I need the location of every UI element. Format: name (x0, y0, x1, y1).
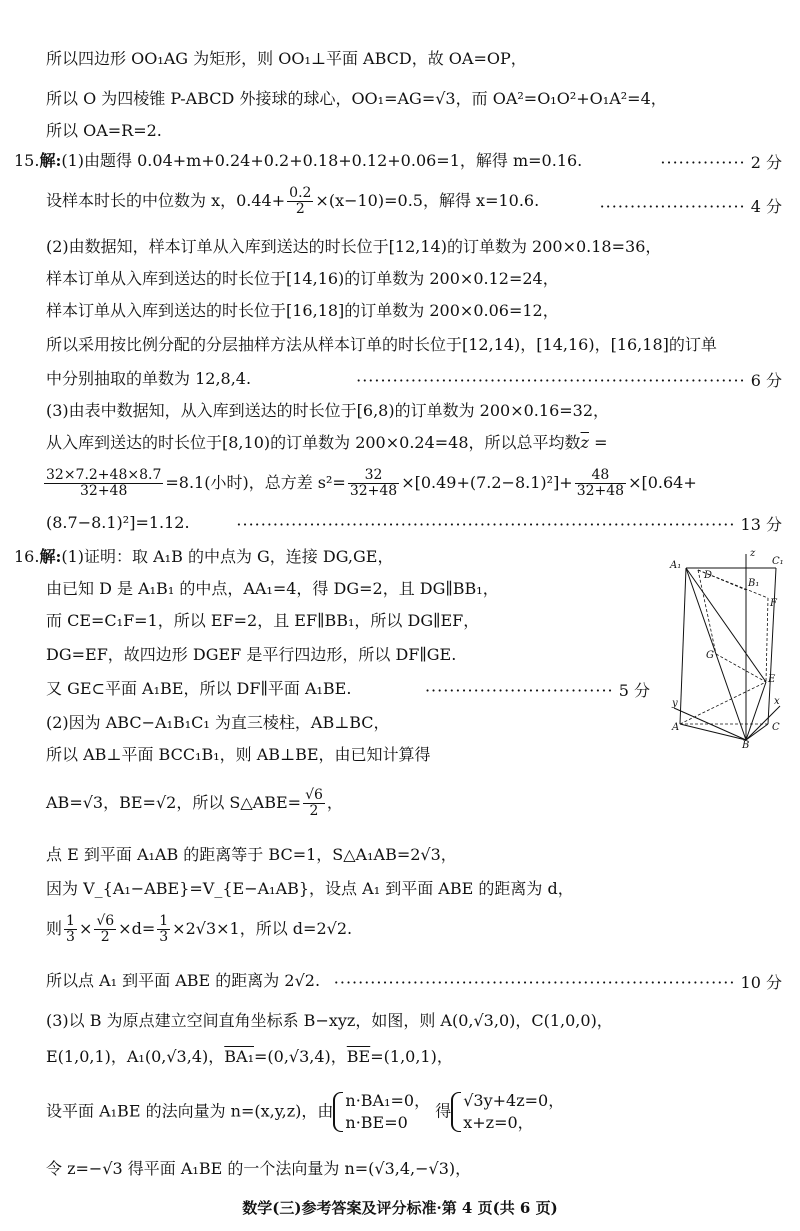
fraction: $\frac{48}{32+48}$ (576, 467, 625, 499)
q15-number: 15. (14, 151, 40, 170)
q15-score-4: ·················································································· 13 分 (236, 515, 782, 534)
fraction: $\frac{√6}{2}$ (96, 913, 115, 945)
q16-line-12: 所以点 A₁ 到平面 ABE 的距离为 2√2. (46, 971, 321, 990)
q16-line-13: (3)以 B 为原点建立空间直角坐标系 B−xyz，如图，则 A(0,√3,0)，C(1,0,0)， (46, 1011, 613, 1030)
q16-line-9: 点 E 到平面 A₁AB 的距离等于 BC=1，S△A₁AB=2√3， (46, 845, 457, 864)
q15-text-9: 从入库到送达的时长位于[8,10)的订单数为 200×0.24=48，所以总平均数 (46, 433, 581, 452)
prism-figure (668, 548, 786, 748)
score-value: 10 分 (740, 973, 782, 992)
label-b1: B₁ (748, 578, 760, 589)
q16-line-8 (46, 788, 782, 819)
equation-system-1 (333, 1090, 430, 1134)
label-a: A (672, 722, 680, 733)
q15-tag: 解: (39, 151, 62, 170)
q15-line-3: (2)由数据知，样本订单从入库到送达的时长位于[12,14)的订单数为 200×0.18=36， (46, 237, 662, 256)
label-c: C (772, 722, 780, 733)
q15-line-10 (42, 468, 782, 499)
q16-line-2: 由已知 D 是 A₁B₁ 的中点，AA₁=4，得 DG=2，且 DG∥BB₁， (46, 579, 499, 598)
mean-symbol: $\overline{z}$ (580, 433, 589, 452)
score-value: 13 分 (740, 515, 782, 534)
fraction: $\frac{√6}{2}$ (305, 787, 323, 819)
proof-line-2: 所以 O 为四棱锥 P-ABCD 外接球的球心，OO₁=AG=√3，而 OA²=O₁O²+O₁A²=4， (46, 89, 667, 108)
label-f: F (770, 598, 777, 609)
label-c1: C₁ (772, 556, 784, 567)
equals-sign: = (588, 433, 608, 452)
system-1-row-1: n·BA₁=0， (345, 1091, 431, 1110)
label-y: y (672, 698, 678, 709)
vector-be: $\overline{BE}$ (346, 1047, 371, 1066)
q16-line-1 (14, 546, 782, 568)
q15-line-11: (8.7−8.1)²]=1.12. (46, 513, 190, 532)
fraction: $\frac{32\times 7.2+48\times 8.7}{32+48}$ (46, 467, 162, 499)
q16-text-11a: 则 (46, 919, 63, 938)
q15-text-2b: ×(x−10)=0.5，解得 x=10.6. (315, 191, 540, 210)
q16-line-10: 因为 V_{A₁−ABE}=V_{E−A₁AB}，设点 A₁ 到平面 ABE 的距离为 d， (46, 879, 574, 898)
q16-score-2: ·································································· 10 分 (333, 973, 782, 992)
q16-line-3: 而 CE=C₁F=1，所以 EF=2，且 EF∥BB₁，所以 DG∥EF， (46, 611, 480, 630)
q16-line-15 (46, 1090, 782, 1134)
q15-text-10c: ×[0.64+ (628, 473, 697, 492)
q16-text-8a: AB=√3，BE=√2，所以 S△ABE= (46, 793, 302, 812)
label-b: B (742, 740, 750, 748)
fraction: $\frac{0.2}{2}$ (289, 185, 312, 217)
q16-line-6: (2)因为 ABC−A₁B₁C₁ 为直三棱柱，AB⊥BC， (46, 713, 390, 732)
equation-system-2 (451, 1090, 564, 1134)
q15-score-3: ································································ 6 分 (356, 371, 782, 390)
q15-score-1: ·············· 2 分 (660, 153, 782, 172)
q15-text-10a: =8.1(小时)，总方差 s²= (165, 473, 346, 492)
q16-text-15b: 得 (430, 1101, 452, 1121)
label-e: E (768, 674, 776, 685)
proof-line-1: 所以四边形 OO₁AG 为矩形，则 OO₁⊥平面 ABCD，故 OA=OP， (46, 49, 527, 68)
q16-text-8b: ， (326, 793, 343, 812)
q16-line-14 (46, 1046, 782, 1068)
score-value: 5 分 (618, 681, 650, 700)
q15-text-1: (1)由题得 0.04+m+0.24+0.2+0.18+0.12+0.06=1，解得 m=0.16. (61, 151, 583, 170)
q16-text-14a: E(1,0,1)，A₁(0,√3,4)， (46, 1047, 225, 1066)
q15-score-2: ························ 4 分 (599, 197, 782, 216)
q15-line-5: 样本订单从入库到送达的时长位于[16,18]的订单数为 200×0.06=12， (46, 301, 559, 320)
q16-text-15a: 设平面 A₁BE 的法向量为 n=(x,y,z)，由 (46, 1101, 334, 1121)
label-x: x (774, 696, 780, 707)
fraction: $\frac{32}{32+48}$ (349, 467, 398, 499)
q16-text-14b: =(0,√3,4)， (253, 1047, 347, 1066)
q16-number: 16. (14, 547, 40, 566)
score-value: 6 分 (750, 371, 782, 390)
q16-line-5: 又 GE⊂平面 A₁BE，所以 DF∥平面 A₁BE. (46, 679, 352, 698)
q16-text-14c: =(1,0,1)， (370, 1047, 453, 1066)
label-z: z (750, 548, 756, 559)
q16-text-11c: ×d= (118, 919, 156, 938)
q15-line-9 (46, 432, 782, 454)
q16-line-11 (46, 914, 782, 945)
q15-text-2a: 设样本时长的中位数为 x，0.44+ (46, 191, 286, 210)
q15-line-4: 样本订单从入库到送达的时长位于[14,16)的订单数为 200×0.12=24， (46, 269, 559, 288)
q16-score-1: ······························· 5 分 (424, 681, 650, 700)
q16-text-11d: ×2√3×1，所以 d=2√2. (172, 919, 353, 938)
q16-line-7: 所以 AB⊥平面 BCC₁B₁，则 AB⊥BE，由已知计算得 (46, 745, 431, 764)
fraction: $\frac{1}{3}$ (66, 913, 75, 945)
label-d: D (704, 570, 713, 581)
score-value: 4 分 (750, 197, 782, 216)
proof-line-3: 所以 OA=R=2. (46, 121, 162, 140)
q16-tag: 解: (39, 547, 62, 566)
score-value: 2 分 (750, 153, 782, 172)
fraction: $\frac{1}{3}$ (159, 913, 169, 945)
vector-ba1: BA₁ (224, 1047, 254, 1066)
system-1-row-2: n·BE=0 (345, 1113, 408, 1132)
q15-line-6: 所以采用按比例分配的分层抽样方法从样本订单的时长位于[12,14)，[14,16)，[16,18]的订单 (46, 335, 717, 354)
q16-line-4: DG=EF，故四边形 DGEF 是平行四边形，所以 DF∥GE. (46, 645, 457, 664)
q15-line-8: (3)由表中数据知，从入库到送达的时长位于[6,8)的订单数为 200×0.16=32， (46, 401, 610, 420)
q16-text-11b: × (78, 919, 93, 938)
system-2-row-1: √3y+4z=0， (463, 1091, 565, 1110)
q16-text-1: (1)证明：取 A₁B 的中点为 G，连接 DG,GE， (61, 547, 394, 566)
system-2-row-2: x+z=0， (463, 1113, 534, 1132)
page-footer: 数学(三)参考答案及评分标准·第 4 页(共 6 页) (242, 1199, 558, 1217)
q16-line-16: 令 z=−√3 得平面 A₁BE 的一个法向量为 n=(√3,4,−√3)， (46, 1159, 472, 1178)
label-g: G (706, 650, 714, 661)
q15-text-10b: ×[0.49+(7.2−8.1)²]+ (401, 473, 573, 492)
label-a1: A₁ (670, 560, 682, 571)
q15-line-7: 中分别抽取的单数为 12,8,4. (46, 369, 252, 388)
